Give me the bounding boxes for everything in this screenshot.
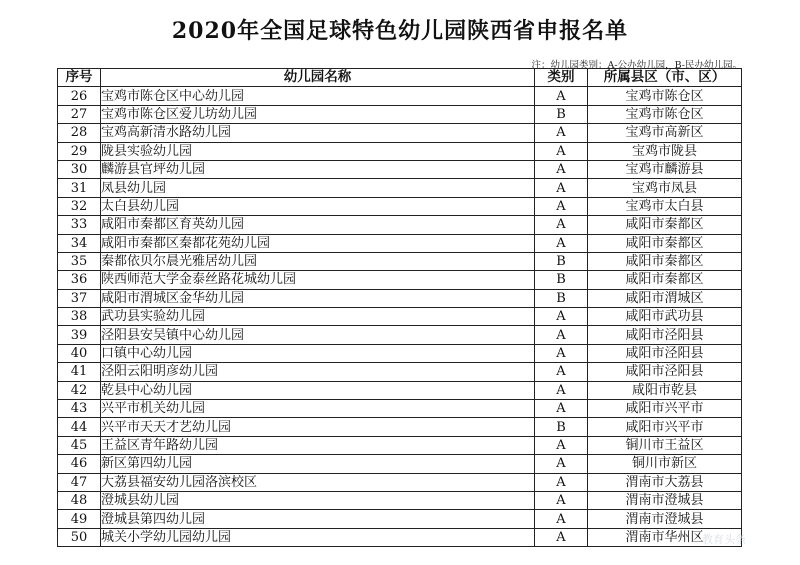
cell-number: 46 <box>58 455 101 473</box>
cell-category: A <box>535 179 588 197</box>
cell-number: 43 <box>58 400 101 418</box>
cell-number: 48 <box>58 491 101 509</box>
table-row <box>58 252 742 270</box>
cell-category: A <box>535 326 588 344</box>
cell-district: 渭南市澄城县 <box>588 491 742 509</box>
table-row <box>58 473 742 491</box>
cell-number: 32 <box>58 197 101 215</box>
cell-district: 宝鸡市高新区 <box>588 124 742 142</box>
table-row <box>58 326 742 344</box>
page-title: 2020年全国足球特色幼儿园陕西省申报名单 <box>171 18 629 44</box>
cell-district: 咸阳市泾阳县 <box>588 326 742 344</box>
cell-district: 宝鸡市陈仓区 <box>588 105 742 123</box>
cell-district: 咸阳市秦都区 <box>588 234 742 252</box>
cell-number: 40 <box>58 344 101 362</box>
cell-number: 34 <box>58 234 101 252</box>
cell-district: 咸阳市兴平市 <box>588 418 742 436</box>
cell-number: 50 <box>58 528 101 546</box>
cell-category: B <box>535 252 588 270</box>
cell-name: 城关小学幼儿园幼儿园 <box>101 528 535 546</box>
cell-district: 渭南市大荔县 <box>588 473 742 491</box>
cell-district: 咸阳市兴平市 <box>588 400 742 418</box>
cell-district: 咸阳市秦都区 <box>588 216 742 234</box>
cell-number: 31 <box>58 179 101 197</box>
table-row <box>58 87 742 105</box>
table-row <box>58 510 742 528</box>
cell-name: 秦都依贝尔晨光雅居幼儿园 <box>101 252 535 270</box>
table-row <box>58 271 742 289</box>
cell-district: 铜川市王益区 <box>588 436 742 454</box>
cell-category: A <box>535 491 588 509</box>
table-row <box>58 528 742 546</box>
table-body <box>58 87 742 547</box>
cell-category: A <box>535 142 588 160</box>
header-district: 所属县区（市、区） <box>588 69 742 87</box>
cell-name: 口镇中心幼儿园 <box>101 344 535 362</box>
cell-name: 太白县幼儿园 <box>101 197 535 215</box>
cell-name: 咸阳市秦都区秦都花苑幼儿园 <box>101 234 535 252</box>
cell-category: A <box>535 160 588 178</box>
table-row <box>58 381 742 399</box>
cell-category: A <box>535 344 588 362</box>
cell-name: 澄城县幼儿园 <box>101 491 535 509</box>
cell-name: 陕西师范大学金泰丝路花城幼儿园 <box>101 271 535 289</box>
cell-district: 咸阳市秦都区 <box>588 252 742 270</box>
cell-category: A <box>535 234 588 252</box>
cell-number: 39 <box>58 326 101 344</box>
table-row <box>58 363 742 381</box>
category-note: 注：幼儿园类别：A-公办幼儿园，B-民办幼儿园。 <box>531 60 742 71</box>
cell-district: 咸阳市泾阳县 <box>588 363 742 381</box>
cell-category: B <box>535 418 588 436</box>
cell-category: A <box>535 400 588 418</box>
table-row <box>58 216 742 234</box>
cell-name: 乾县中心幼儿园 <box>101 381 535 399</box>
watermark: 教育头条 <box>702 533 746 546</box>
cell-category: A <box>535 455 588 473</box>
cell-category: B <box>535 105 588 123</box>
cell-category: A <box>535 124 588 142</box>
cell-number: 27 <box>58 105 101 123</box>
cell-district: 咸阳市秦都区 <box>588 271 742 289</box>
cell-number: 28 <box>58 124 101 142</box>
cell-name: 澄城县第四幼儿园 <box>101 510 535 528</box>
cell-name: 麟游县官坪幼儿园 <box>101 160 535 178</box>
cell-district: 铜川市新区 <box>588 455 742 473</box>
cell-name: 武功县实验幼儿园 <box>101 308 535 326</box>
table-row <box>58 105 742 123</box>
table-row <box>58 418 742 436</box>
table-row <box>58 400 742 418</box>
cell-number: 36 <box>58 271 101 289</box>
table-row <box>58 436 742 454</box>
cell-category: A <box>535 436 588 454</box>
cell-category: A <box>535 381 588 399</box>
cell-number: 33 <box>58 216 101 234</box>
cell-category: A <box>535 363 588 381</box>
table-row <box>58 308 742 326</box>
cell-district: 宝鸡市陇县 <box>588 142 742 160</box>
kindergarten-table <box>57 68 742 547</box>
cell-number: 47 <box>58 473 101 491</box>
cell-number: 30 <box>58 160 101 178</box>
cell-category: A <box>535 216 588 234</box>
cell-name: 兴平市机关幼儿园 <box>101 400 535 418</box>
cell-name: 咸阳市秦都区育英幼儿园 <box>101 216 535 234</box>
header-category: 类别 <box>535 69 588 87</box>
cell-name: 王益区青年路幼儿园 <box>101 436 535 454</box>
cell-name: 宝鸡高新清水路幼儿园 <box>101 124 535 142</box>
cell-category: B <box>535 289 588 307</box>
cell-number: 42 <box>58 381 101 399</box>
cell-district: 宝鸡市凤县 <box>588 179 742 197</box>
cell-district: 渭南市澄城县 <box>588 510 742 528</box>
cell-number: 29 <box>58 142 101 160</box>
table-row <box>58 289 742 307</box>
cell-category: A <box>535 197 588 215</box>
header-name: 幼儿园名称 <box>101 69 535 87</box>
table-row <box>58 197 742 215</box>
cell-district: 宝鸡市陈仓区 <box>588 87 742 105</box>
table-row <box>58 179 742 197</box>
cell-district: 宝鸡市太白县 <box>588 197 742 215</box>
table-row <box>58 344 742 362</box>
cell-category: A <box>535 528 588 546</box>
cell-name: 大荔县福安幼儿园洛滨校区 <box>101 473 535 491</box>
cell-number: 45 <box>58 436 101 454</box>
cell-name: 宝鸡市陈仓区爱儿坊幼儿园 <box>101 105 535 123</box>
cell-number: 49 <box>58 510 101 528</box>
header-number: 序号 <box>58 69 101 87</box>
cell-district: 渭南市华州区 <box>588 528 742 546</box>
cell-name: 兴平市天天才艺幼儿园 <box>101 418 535 436</box>
cell-category: A <box>535 87 588 105</box>
table-row <box>58 124 742 142</box>
cell-district: 咸阳市渭城区 <box>588 289 742 307</box>
cell-name: 宝鸡市陈仓区中心幼儿园 <box>101 87 535 105</box>
cell-category: B <box>535 271 588 289</box>
table-header-row <box>58 69 742 87</box>
cell-district: 宝鸡市麟游县 <box>588 160 742 178</box>
cell-name: 凤县幼儿园 <box>101 179 535 197</box>
cell-number: 26 <box>58 87 101 105</box>
cell-name: 陇县实验幼儿园 <box>101 142 535 160</box>
cell-name: 咸阳市渭城区金华幼儿园 <box>101 289 535 307</box>
table-row <box>58 234 742 252</box>
cell-district: 咸阳市泾阳县 <box>588 344 742 362</box>
cell-number: 35 <box>58 252 101 270</box>
cell-category: A <box>535 510 588 528</box>
cell-number: 38 <box>58 308 101 326</box>
table-row <box>58 142 742 160</box>
cell-number: 44 <box>58 418 101 436</box>
cell-category: A <box>535 308 588 326</box>
table-row <box>58 160 742 178</box>
cell-name: 新区第四幼儿园 <box>101 455 535 473</box>
cell-category: A <box>535 473 588 491</box>
cell-name: 泾阳云阳明彦幼儿园 <box>101 363 535 381</box>
table-row <box>58 455 742 473</box>
cell-district: 咸阳市乾县 <box>588 381 742 399</box>
cell-district: 咸阳市武功县 <box>588 308 742 326</box>
table-row <box>58 491 742 509</box>
cell-name: 泾阳县安吴镇中心幼儿园 <box>101 326 535 344</box>
cell-number: 37 <box>58 289 101 307</box>
cell-number: 41 <box>58 363 101 381</box>
